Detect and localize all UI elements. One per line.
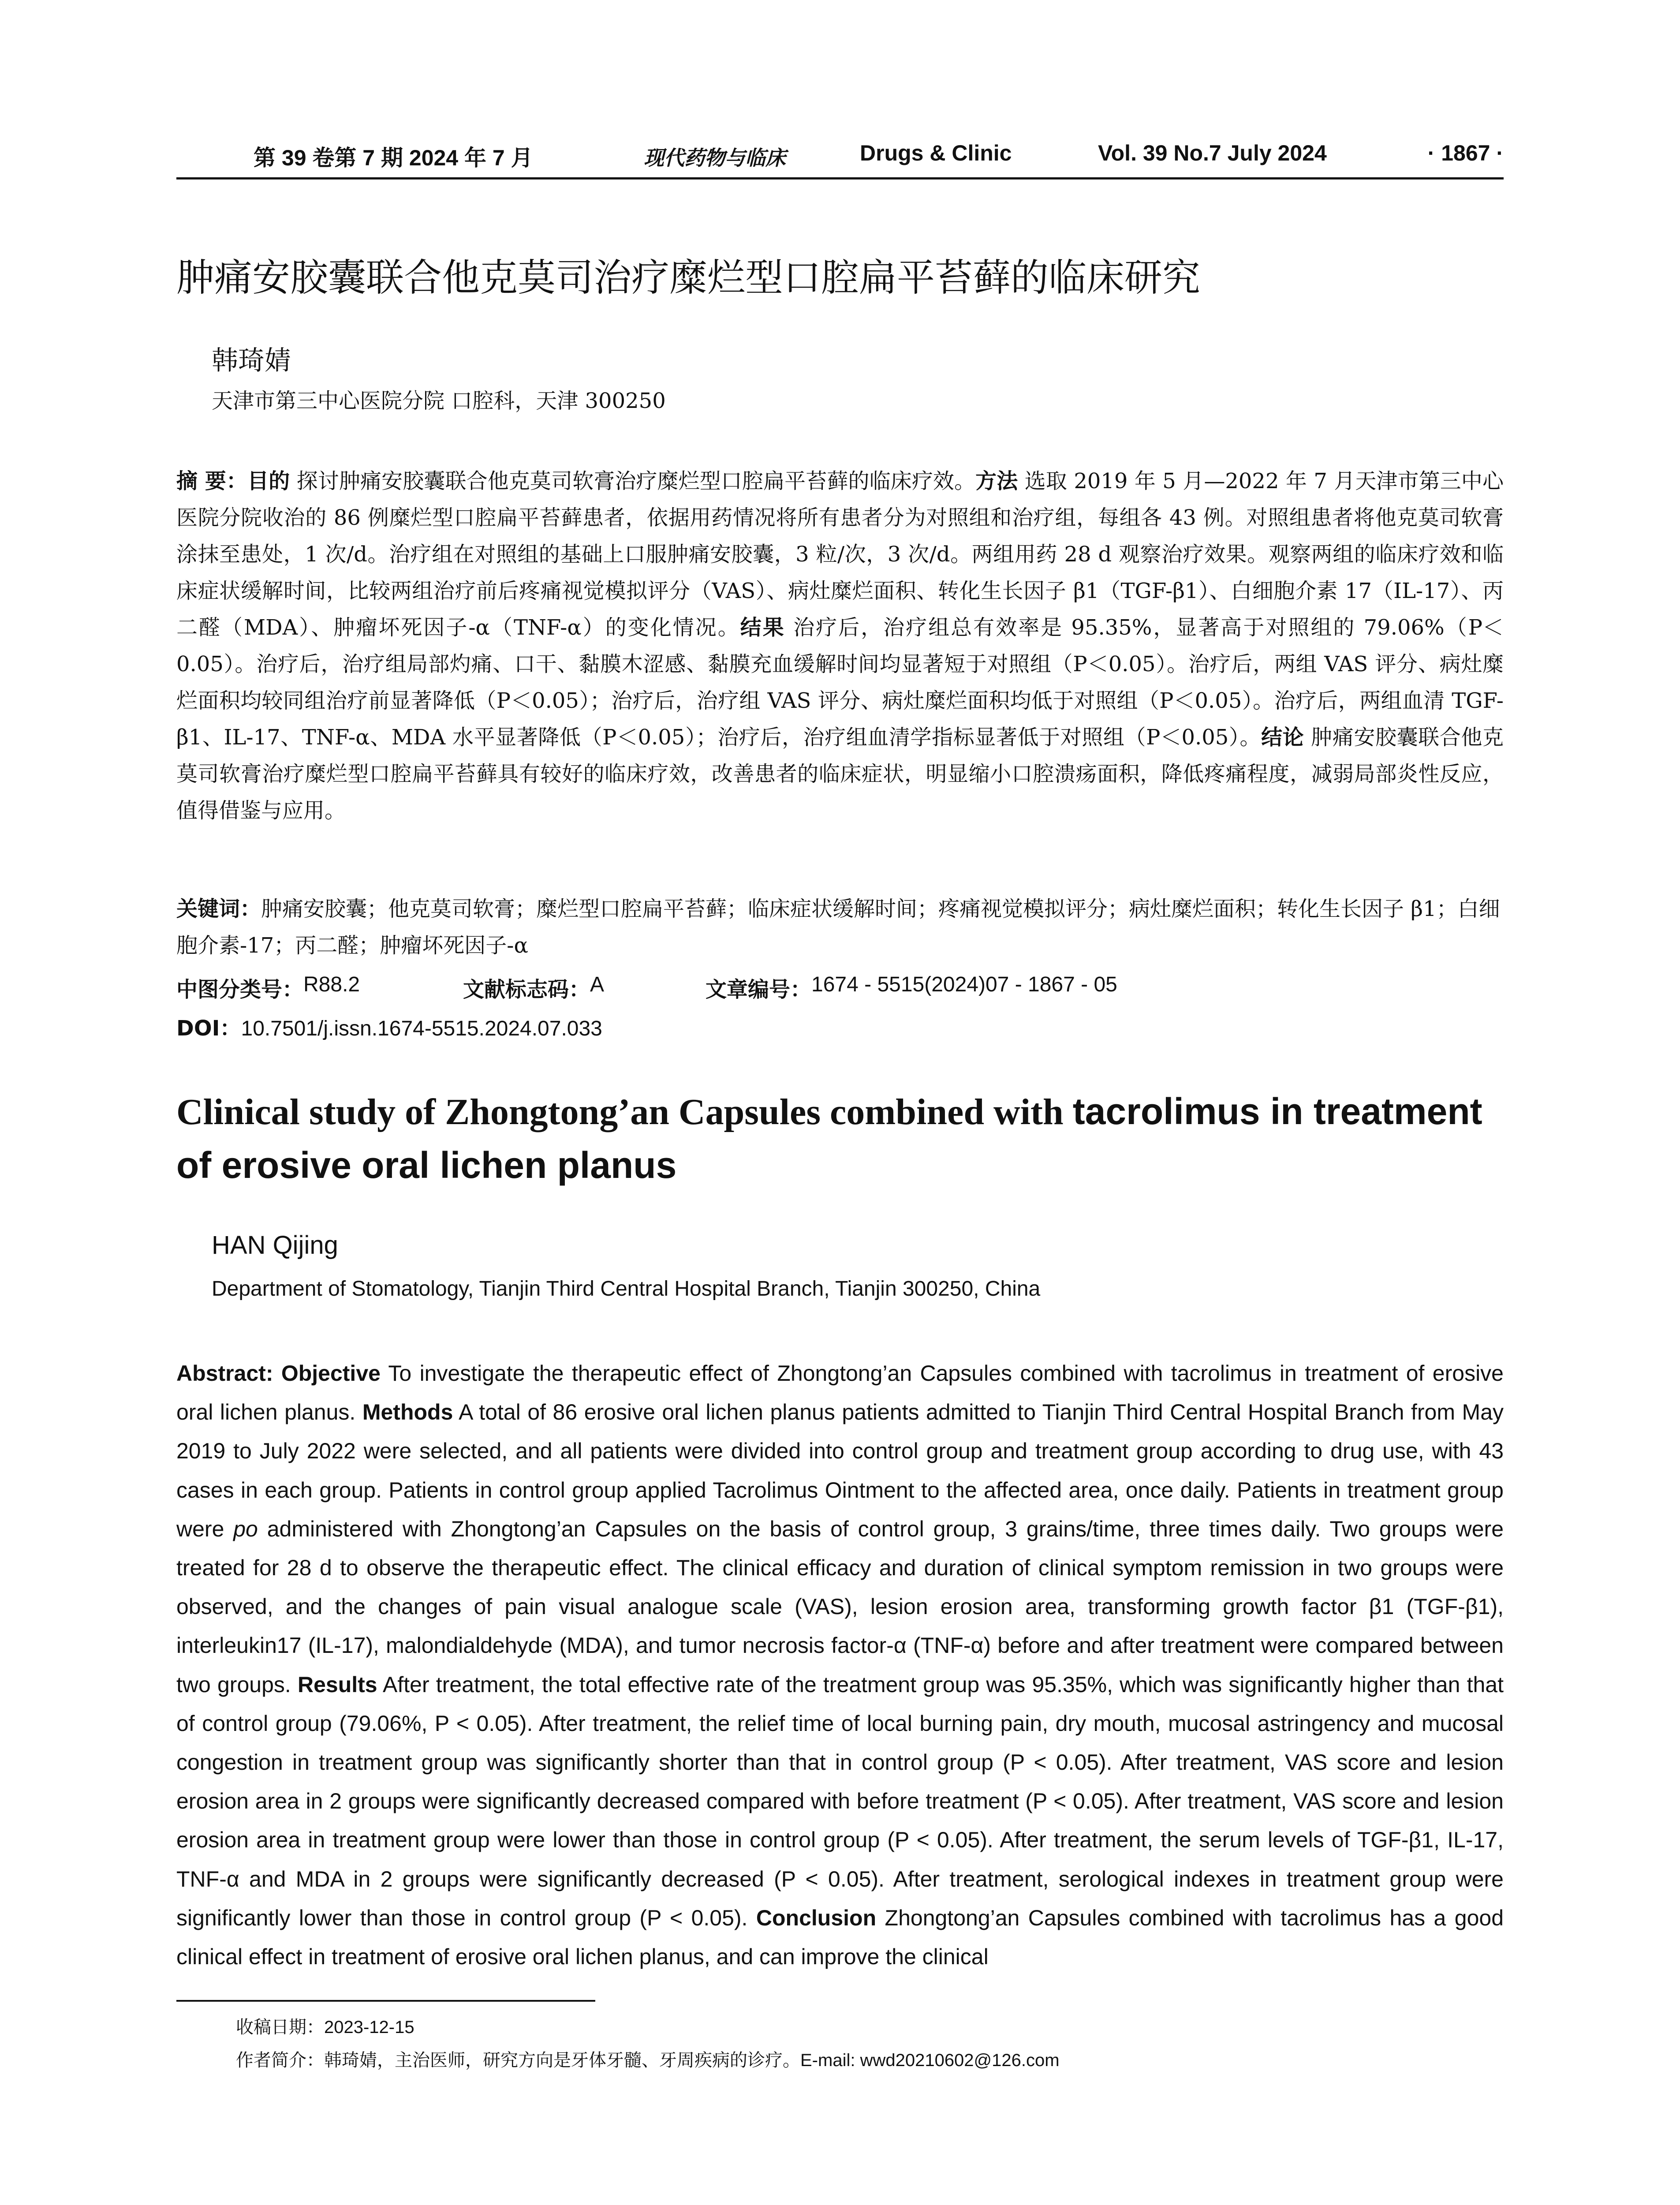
doi-line <box>176 1011 602 1042</box>
cn-keywords-text: 肿痛安胶囊；他克莫司软膏；糜烂型口腔扁平苔藓；临床症状缓解时间；疼痛视觉模拟评分；病灶糜烂面积；转化生长因子 β1；白细胞介素-17；丙二醛；肿瘤坏死因子-α <box>176 897 1500 958</box>
cn-abstract-label: 摘 要： <box>176 469 248 493</box>
en-affiliation: Department of Stomatology, Tianjin Third Central Hospital Branch, Tianjin 300250, China <box>212 1277 1041 1301</box>
cn-objective-text: 探讨肿痛安胶囊联合他克莫司软膏治疗糜烂型口腔扁平苔藓的临床疗效。 <box>290 469 976 493</box>
article-no-label: 文章编号： <box>706 977 812 1002</box>
cn-methods-label: 方法 <box>975 469 1018 493</box>
cn-keywords-label: 关键词： <box>176 897 261 921</box>
header-journal-cn: 现代药物与临床 <box>644 146 786 170</box>
doc-code-value: A <box>590 973 605 996</box>
en-title-part-2: tacrolimus in treatment of erosive oral lichen planus <box>176 1091 1482 1186</box>
running-header <box>176 140 1504 176</box>
en-conclusion-text: Zhongtong’an Capsules combined with tacrolimus has a good clinical effect in treatment of erosive oral lichen planus, and can improve the clinical <box>176 1905 1504 1970</box>
clc-value: R88.2 <box>303 973 360 996</box>
footnote-rule <box>176 2000 595 2002</box>
en-po-italic: po <box>233 1516 258 1541</box>
footnote-received: 收稿日期：2023-12-15 <box>236 2018 414 2037</box>
en-methods-text-2: administered with Zhongtong’an Capsules on the basis of control group, 3 grains/time, three times daily. Two groups were treated for 28 d to observe the therapeutic effect. The clinical efficacy and duration of clinical symptom remission in two groups were observed, and the changes of pain visual analogue scale (VAS), lesion erosion area, transforming growth factor β1 (TGF-β1), interleukin17 (IL-17), malondialdehyde (MDA), and tumor necrosis factor-α (TNF-α) before and after treatment were compared between two groups. <box>176 1516 1504 1697</box>
en-abstract-label: Abstract: <box>176 1361 273 1386</box>
doi-value: 10.7501/j.issn.1674-5515.2024.07.033 <box>241 1017 602 1040</box>
cn-objective-label: 目的 <box>247 469 290 493</box>
en-objective-text: To investigate the therapeutic effect of Zhongtong’an Capsules combined with tacrolimus in treatment of erosive oral lichen planus. <box>176 1361 1504 1425</box>
en-author: HAN Qijing <box>212 1231 338 1259</box>
en-objective-label: Objective <box>281 1361 381 1386</box>
en-results-text: After treatment, the total effective rate of the treatment group was 95.35%, which was significantly higher than that of control group (79.06%, P < 0.05). After treatment, the relief time of local burning pain, dry mouth, mucosal astringency and mucosal congestion in treatment group was significantly shorter than that in control group (P < 0.05). After treatment, VAS score and lesion erosion area in 2 groups were significantly decreased compared with before treatment (P < 0.05). After treatment, VAS score and lesion erosion area in treatment group were lower than those in control group (P < 0.05). After treatment, the serum levels of TGF-β1, IL-17, TNF-α and MDA in 2 groups were significantly decreased (P < 0.05). After treatment, serological indexes in treatment group were significantly lower than those in control group (P < 0.05). <box>176 1672 1504 1930</box>
en-conclusion-label: Conclusion <box>756 1905 877 1930</box>
cn-keywords <box>176 891 1504 964</box>
cn-conclusion-text: 肿痛安胶囊联合他克莫司软膏治疗糜烂型口腔扁平苔藓具有较好的临床疗效，改善患者的临床症状，明显缩小口腔溃疡面积，降低疼痛程度，减弱局部炎性反应，值得借鉴与应用。 <box>176 725 1504 823</box>
header-journal-en: Drugs & Clinic <box>860 141 1012 165</box>
article-no-value: 1674 - 5515(2024)07 - 1867 - 05 <box>811 973 1117 996</box>
cn-methods-text: 选取 2019 年 5 月—2022 年 7 月天津市第三中心医院分院收治的 86 例糜烂型口腔扁平苔藓患者，依据用药情况将所有患者分为对照组和治疗组，每组各 43 例。对照组患者将他克莫司软膏涂抹至患处，1 次/d。治疗组在对照组的基础上口服肿痛安胶囊，3 粒/次，3 次/d。两组用药 28 d 观察治疗效果。观察两组的临床疗效和临床症状缓解时间，比较两组治疗前后疼痛视觉模拟评分（VAS）、病灶糜烂面积、转化生长因子 β1（TGF-β1）、白细胞介素 17（IL-17）、丙二醛（MDA）、肿瘤坏死因子-α（TNF-α）的变化情况。 <box>176 469 1504 640</box>
en-abstract <box>176 1354 1504 1976</box>
en-methods-label: Methods <box>362 1400 453 1425</box>
clc-label: 中图分类号： <box>176 977 304 1002</box>
header-page-number: · 1867 · <box>1427 141 1504 165</box>
en-results-label: Results <box>297 1672 377 1697</box>
cn-results-text: 治疗后，治疗组总有效率是 95.35%，显著高于对照组的 79.06%（P＜0.05）。治疗后，治疗组局部灼痛、口干、黏膜木涩感、黏膜充血缓解时间均显著短于对照组（P＜0.05）。治疗后，两组 VAS 评分、病灶糜烂面积均较同组治疗前显著降低（P＜0.05）；治疗后，治疗组 VAS 评分、病灶糜烂面积均低于对照组（P＜0.05）。治疗后，两组血清 TGF-β1、IL-17、TNF-α、MDA 水平显著降低（P＜0.05）；治疗后，治疗组血清学指标显著低于对照组（P＜0.05）。 <box>176 615 1504 750</box>
cn-conclusion-label: 结论 <box>1261 725 1304 750</box>
header-rule <box>176 177 1504 179</box>
header-issue-cn: 第 39 卷第 7 期 2024 年 7 月 <box>254 146 533 170</box>
doc-code-label: 文献标志码： <box>463 977 590 1002</box>
header-volume-en: Vol. 39 No.7 July 2024 <box>1098 141 1327 165</box>
doi-label: DOI： <box>176 1016 241 1041</box>
cn-abstract <box>176 463 1504 829</box>
cn-results-label: 结果 <box>740 615 785 640</box>
en-methods-text: A total of 86 erosive oral lichen planus patients admitted to Tianjin Third Central Hospital Branch from May 2019 to July 2022 were selected, and all patients were divided into control group and treatment group according to drug use, with 43 cases in each group. Patients in control group applied Tacrolimus Ointment to the affected area, once daily. Patients in treatment group were <box>176 1400 1504 1541</box>
en-title-part-1: Clinical study of Zhongtong’an Capsules combined with <box>176 1091 1073 1132</box>
cn-affiliation: 天津市第三中心医院分院 口腔科，天津 300250 <box>212 389 666 413</box>
en-title <box>176 1085 1517 1192</box>
cn-title: 肿痛安胶囊联合他克莫司治疗糜烂型口腔扁平苔藓的临床研究 <box>176 256 1200 300</box>
footnote-author-bio: 作者简介：韩琦婧，主治医师，研究方向是牙体牙髓、牙周疾病的诊疗。E-mail: wwd20210602@126.com <box>236 2051 1060 2070</box>
cn-author: 韩琦婧 <box>212 345 291 376</box>
